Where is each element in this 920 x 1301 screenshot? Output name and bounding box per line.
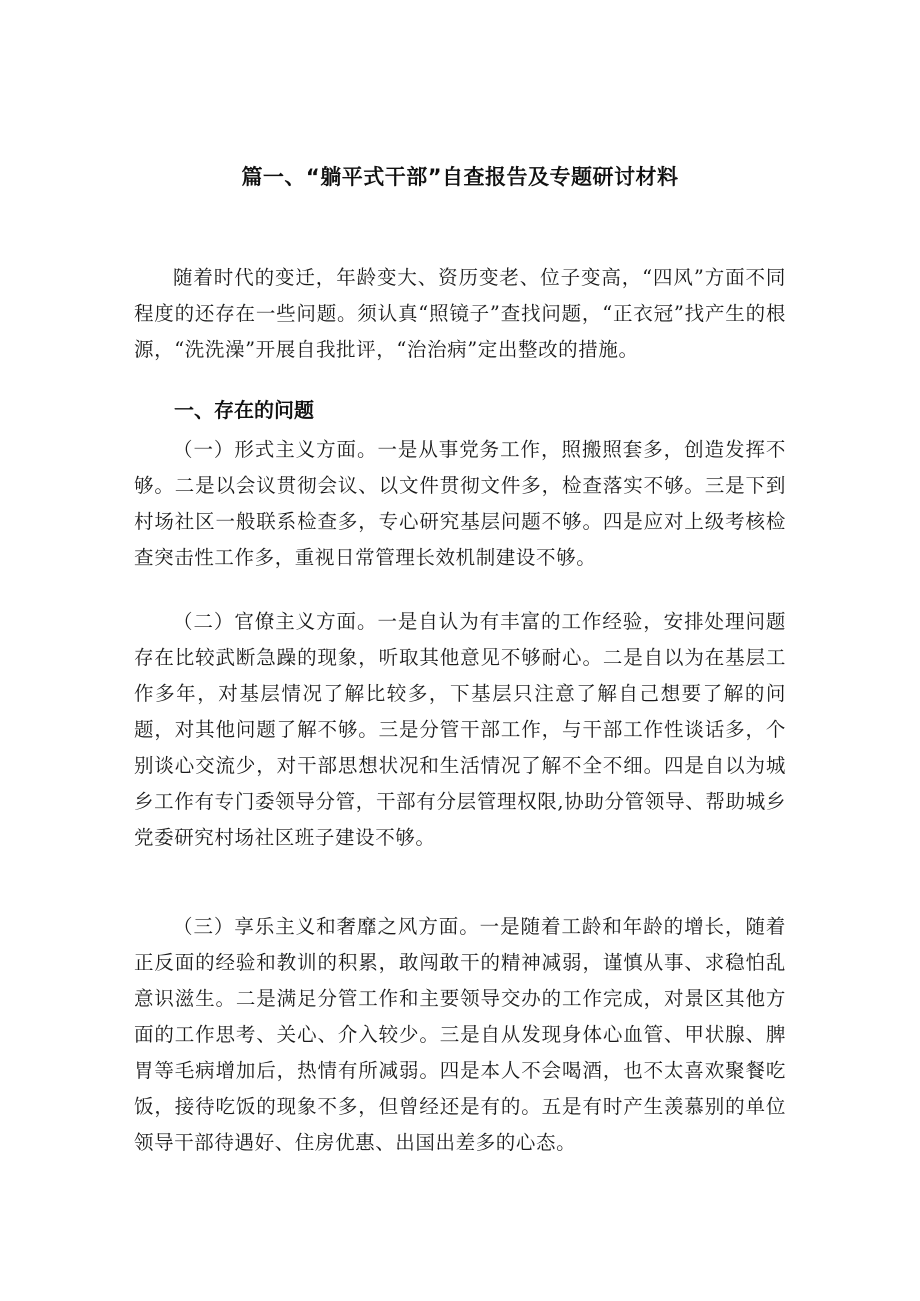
paragraph-hedonism: （三）享乐主义和奢靡之风方面。一是随着工龄和年龄的增长，随着正反面的经验和教训的积累，敢闯敢干的精神减弱，谨慎从事、求稳怕乱意识滋生。二是满足分管工作和主要领导交办的工作完成，对景区其他方面的工作思考、关心、介入较少。三是自从发现身体心血管、甲状腺、脾胃等毛病增加后，热情有所减弱。四是本人不会喝酒，也不太喜欢聚餐吃饭，接待吃饭的现象不多，但曾经还是有的。五是有时产生羡慕别的单位领导干部待遇好、住房优惠、出国出差多的心态。 <box>134 915 786 1154</box>
paragraph-formalism: （一）形式主义方面。一是从事党务工作，照搬照套多，创造发挥不够。二是以会议贯彻会议、以文件贯彻文件多，检查落实不够。三是下到村场社区一般联系检查多，专心研究基层问题不够。四是应对上级考核检查突击性工作多，重视日常管理长效机制建设不够。 <box>134 438 786 569</box>
document-title: 篇一、“躺平式干部”自查报告及专题研讨材料 <box>241 165 679 189</box>
intro-paragraph: 随着时代的变迁，年龄变大、资历变老、位子变高，“四风”方面不同程度的还存在一些问题。须认真“照镜子”查找问题，“正衣冠”找产生的根源，“洗洗澡”开展自我批评，“治治病”定出整改的措施。 <box>134 266 786 361</box>
section-heading: 一、存在的问题 <box>174 398 314 422</box>
paragraph-bureaucratism: （二）官僚主义方面。一是自认为有丰富的工作经验，安排处理问题存在比较武断急躁的现象，听取其他意见不够耐心。二是自以为在基层工作多年，对基层情况了解比较多，下基层只注意了解自己想要了解的问题，对其他问题了解不够。三是分管干部工作，与干部工作性谈话多，个别谈心交流少，对干部思想状况和生活情况了解不全不细。四是自以为城乡工作有专门委领导分管，干部有分层管理权限,协助分管领导、帮助城乡党委研究村场社区班子建设不够。 <box>134 610 786 849</box>
